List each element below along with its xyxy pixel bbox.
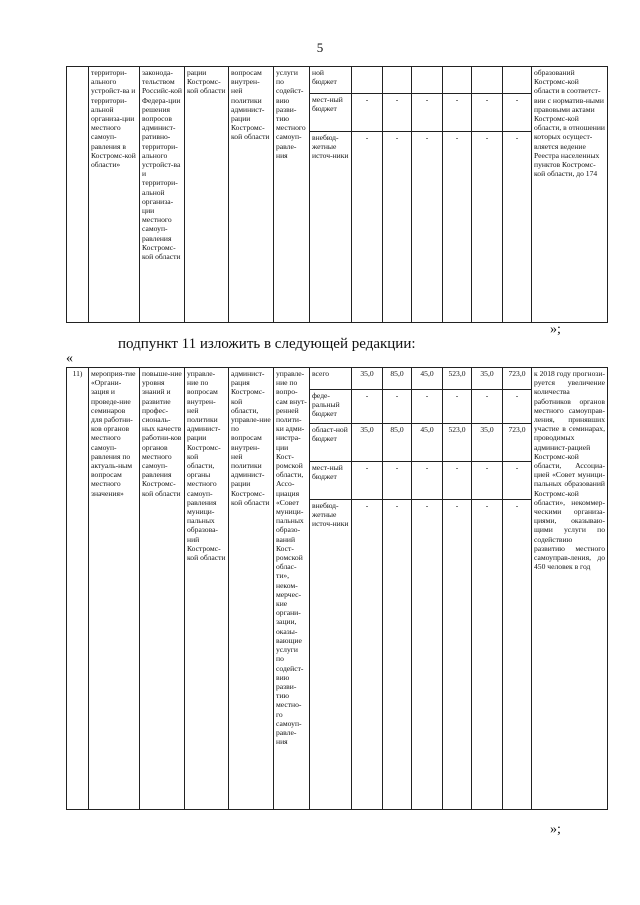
cell-internal-policy: вопросам внутрен-ней политики админист-рации Костромс-кой области — [229, 67, 274, 323]
budget-value: 45,0 — [412, 368, 443, 390]
budget-value: - — [443, 390, 472, 424]
budget-value — [352, 67, 383, 94]
budget-value: - — [472, 500, 503, 810]
budget-label: ной бюджет — [310, 67, 352, 94]
budget-value: 723,0 — [503, 424, 532, 462]
budget-value — [503, 67, 532, 94]
budget-value: - — [472, 462, 503, 500]
budget-value: - — [412, 500, 443, 810]
budget-value: 35,0 — [472, 424, 503, 462]
closing-quote-1: »; — [550, 322, 561, 337]
budget-value: - — [412, 462, 443, 500]
budget-label: мест-ный бюджет — [310, 94, 352, 132]
cell-services: услуги по содейст-вию разви-тию местного самоуп-равле-ния — [274, 67, 310, 323]
budget-value: - — [352, 462, 383, 500]
subpoint-instruction: подпункт 11 изложить в следующей редакции: — [118, 336, 416, 352]
row-number: 11) — [67, 368, 89, 810]
cell-participants: управле-ние по вопро-сам внут-ренней полити-ки адми-нистра-ции Кост-ромской области, Ассо-циация «Совет муници-пальных образо-ваний Кост-ромской облас-ти», неком-мерчес-кие органи-зации, оказы-вающие услуги по содейст-вию разви-тию местно-го самоуп-равле-ния — [274, 368, 310, 810]
budget-value: - — [472, 94, 503, 132]
budget-value: - — [383, 390, 412, 424]
cell-responsible: админист-рация Костромс-кой области, управле-ние по вопросам внутрен-ней политики админист-рации Костромс-кой области — [229, 368, 274, 810]
opening-quote: « — [66, 351, 73, 366]
budget-value: 35,0 — [472, 368, 503, 390]
cell-result: образований Костромс-кой области в соответст-вии с норматив-ными правовыми актами Костромс-кой области, в отношении которых осущест-вляется ведение Реестра населенных пунктов Костромс-кой области, до 174 — [532, 67, 608, 323]
cell-territorial: территори-ального устройст-ва и территори-альной организа-ции местного самоуп-равления в Костромс-кой области» — [89, 67, 140, 323]
budget-value: 35,0 — [352, 424, 383, 462]
cell-goal: повыше-ние уровня знаний и развитие профес-сиональ-ных качеств работни-ков органов местного самоуп-равления Костромс-кой области — [140, 368, 185, 810]
budget-value: - — [443, 132, 472, 323]
budget-value: 723,0 — [503, 368, 532, 390]
budget-value: - — [503, 462, 532, 500]
table-subpoint-11 — [66, 367, 608, 810]
budget-value: - — [383, 500, 412, 810]
budget-value: 85,0 — [383, 424, 412, 462]
budget-value: - — [503, 500, 532, 810]
budget-value — [383, 67, 412, 94]
budget-value: - — [503, 132, 532, 323]
budget-label: мест-ный бюджет — [310, 462, 352, 500]
budget-label: всего — [310, 368, 352, 390]
budget-value: - — [383, 462, 412, 500]
budget-value: - — [472, 132, 503, 323]
budget-value: - — [352, 94, 383, 132]
cell-legislation: законода-тельством Российс-кой Федера-ции решения вопросов админист-ративно-территори-ального устройст-ва и территори-альной организа-ции местного самоуп-равления Костромс-кой области — [140, 67, 185, 323]
budget-value: - — [443, 500, 472, 810]
budget-value: - — [383, 94, 412, 132]
budget-label: област-ной бюджет — [310, 424, 352, 462]
budget-value: - — [472, 390, 503, 424]
budget-value: - — [352, 500, 383, 810]
budget-value: - — [352, 390, 383, 424]
budget-value — [472, 67, 503, 94]
cell-coordinator: управле-ние по вопросам внутрен-ней политики админист-рации Костромс-кой области, органы местного самоуп-равления муници-пальных образова-ний Костромс-кой области — [185, 368, 229, 810]
cell-region: рации Костромс-кой области — [185, 67, 229, 323]
budget-value — [412, 67, 443, 94]
budget-label: феде-ральный бюджет — [310, 390, 352, 424]
closing-quote-2: »; — [550, 822, 561, 837]
cell-activity: мероприя-тие «Органи-зация и проведе-ние семинаров для работни-ков органов местного самоуп-равления по актуаль-ным вопросам местного значения» — [89, 368, 140, 810]
page-number: 5 — [316, 40, 324, 55]
budget-value — [443, 67, 472, 94]
cell-result: к 2018 году прогнози-руется увеличение количества работников органов местного самоуправ-ления, принявших участие в семинарах, проводимых админист-рацией Костромс-кой области, Ассоциа-цией «Совет муници-пальных образований Костромс-кой области», некоммер-ческими организа-циями, оказываю-щими услуги по содействию развитию местного самоуправ-ления, до 450 человек в год — [532, 368, 608, 810]
table-continuation — [66, 66, 608, 323]
budget-value: - — [412, 94, 443, 132]
budget-label: внебюд-жетные источ-ники — [310, 500, 352, 810]
budget-value: - — [443, 462, 472, 500]
budget-value: - — [412, 390, 443, 424]
budget-label: внебюд-жетные источ-ники — [310, 132, 352, 323]
row-number-cell — [67, 67, 89, 323]
budget-value: 45,0 — [412, 424, 443, 462]
budget-value: 85,0 — [383, 368, 412, 390]
budget-value: - — [503, 94, 532, 132]
budget-value: - — [412, 132, 443, 323]
budget-value: - — [352, 132, 383, 323]
budget-value: 523,0 — [443, 368, 472, 390]
budget-value: 35,0 — [352, 368, 383, 390]
budget-value: - — [503, 390, 532, 424]
budget-value: - — [443, 94, 472, 132]
budget-value: 523,0 — [443, 424, 472, 462]
budget-value: - — [383, 132, 412, 323]
